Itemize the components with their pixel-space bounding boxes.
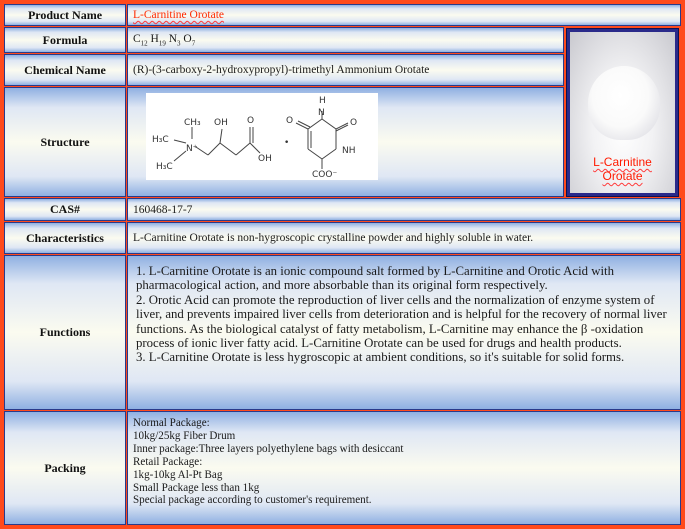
packing-line-3: Inner package:Three layers polyethylene bags with desiccant (133, 442, 404, 455)
formula-value-cell (127, 27, 564, 53)
product-name-label: Product Name (27, 7, 103, 22)
packing-line-2: 10kg/25kg Fiber Drum (133, 429, 236, 442)
structure-label-cell (4, 87, 126, 197)
structure-label: Structure (40, 134, 90, 149)
function-item-1: 1. L-Carnitine Orotate is an ionic compound salt formed by L-Carnitine and Orotic Acid with pharmacological action, and more absorbable than its original form respectively. (136, 264, 614, 293)
chemical-name-label-cell (4, 54, 126, 86)
structure-value-cell (127, 87, 564, 197)
cas-label: CAS# (49, 202, 80, 216)
function-item-3: 3. L-Carnitine Orotate is less hygroscopic at ambient conditions, so it's suitable for solid forms. (136, 350, 625, 365)
formula-label-cell (4, 27, 126, 53)
atom-ch3: CH₃ (184, 118, 201, 128)
structure-svg (146, 93, 378, 180)
atom-h3c-bottom: H₃C (156, 162, 173, 172)
packing-line-4: Retail Package: (133, 455, 203, 468)
atom-coo: COO⁻ (312, 170, 338, 180)
product-name-value-cell (127, 4, 681, 26)
photo-caption: L-Carnitine Orotate (593, 155, 652, 183)
functions-value-cell (127, 255, 681, 410)
atom-n-top: N (318, 108, 325, 118)
packing-line-5: 1kg-10kg Al-Pt Bag (133, 468, 223, 481)
product-name-value: L-Carnitine Orotate (133, 9, 225, 21)
cas-value: 160468-17-7 (133, 203, 193, 216)
structure-diagram (146, 93, 378, 180)
function-item-2: 2. Orotic Acid can promote the reproduction of liver cells and the normalization of enzyme system of liver, and prevents impaired liver cells from deterioration and is helpful for the recovery of normal liver functions. As the biological catalyst of fatty metabolism, L-Carnitine may enhance the β -oxidation process of ionic liver fatty acid. L-Carnitine Orotate can be used for drugs and health products. (136, 292, 667, 351)
chemical-name-label: Chemical Name (24, 62, 106, 77)
packing-line-6: Small Package less than 1kg (133, 481, 260, 494)
packing-label: Packing (44, 460, 86, 475)
product-photo (566, 28, 679, 197)
atom-nh: NH (342, 146, 356, 156)
atom-oh: OH (214, 118, 228, 128)
product-name-label-cell (4, 4, 126, 26)
functions-label: Functions (39, 325, 91, 339)
atom-o-acid: O (247, 116, 255, 126)
characteristics-label-cell (4, 222, 126, 254)
salt-dot: • (284, 138, 290, 148)
packing-label-cell (4, 411, 126, 525)
atom-o-left: O (286, 116, 294, 126)
atom-o-top: O (350, 118, 358, 128)
chemical-name-value: (R)-(3-carboxy-2-hydroxypropyl)-trimethyl Ammonium Orotate (133, 64, 430, 76)
formula-label: Formula (42, 32, 88, 47)
powder-image (570, 32, 675, 193)
chemical-name-value-cell (127, 54, 564, 86)
packing-value-cell (127, 411, 681, 525)
formula-value: $C_{12}$ $H_{19}$ $N_3$ $O_7$ (133, 32, 196, 48)
packing-line-7: Special package according to customer's requirement. (133, 494, 372, 507)
characteristics-label: Characteristics (26, 230, 104, 245)
atom-h-top: H (319, 96, 326, 106)
cas-label-cell (4, 198, 126, 221)
packing-line-1: Normal Package: (133, 417, 210, 429)
atom-h3c-top: H₃C (152, 135, 169, 145)
characteristics-value: L-Carnitine Orotate is non-hygroscopic crystalline powder and highly soluble in water. (133, 232, 534, 244)
atom-oh-acid: OH (258, 154, 272, 164)
atom-n-plus: N⁺ (186, 144, 198, 154)
cas-value-cell (127, 198, 681, 221)
functions-label-cell (4, 255, 126, 410)
characteristics-value-cell (127, 222, 681, 254)
